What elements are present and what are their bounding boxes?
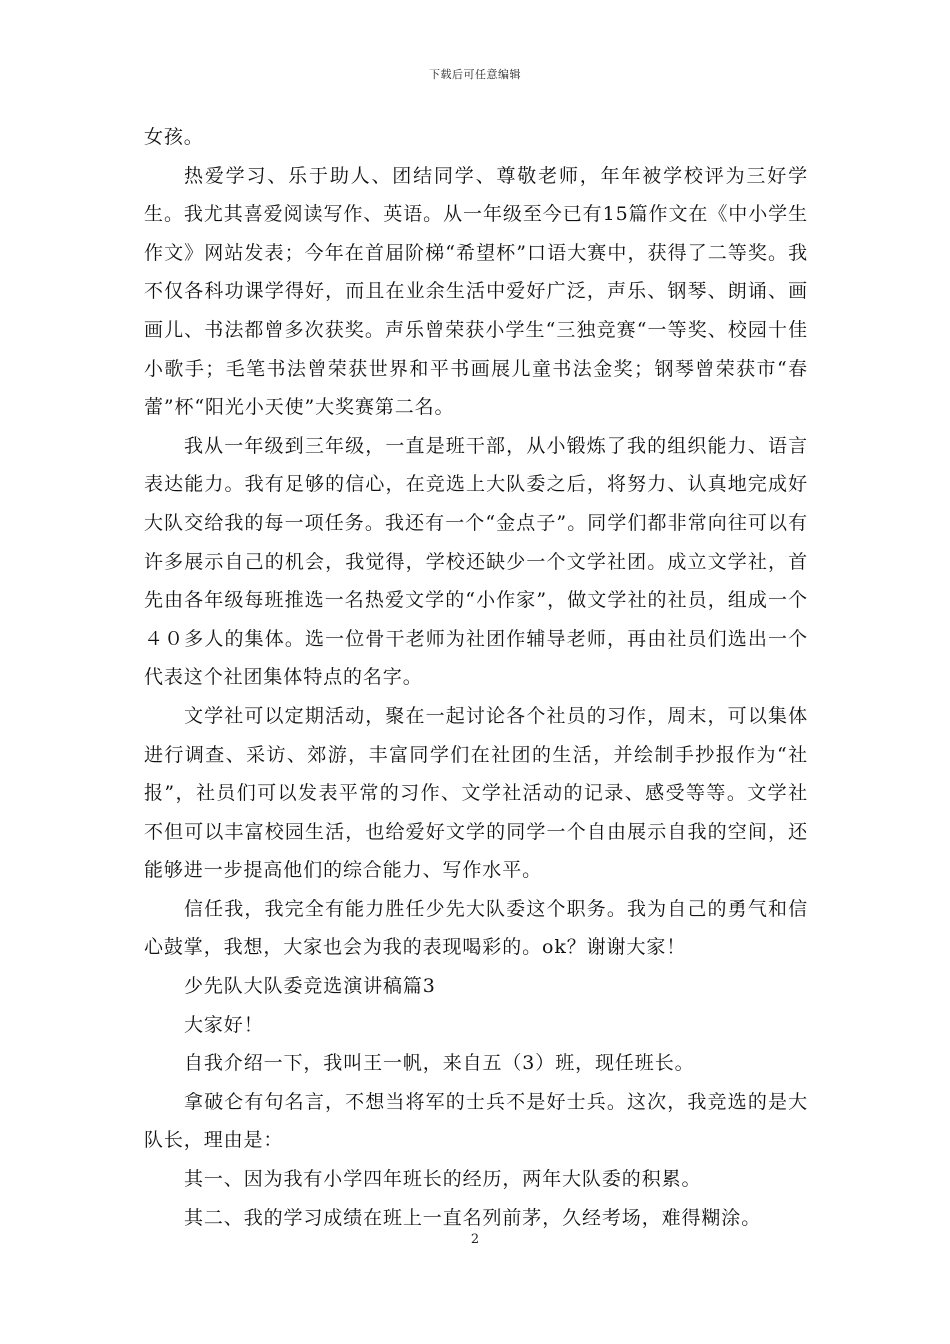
paragraph-leadership: 我从一年级到三年级，一直是班干部，从小锻炼了我的组织能力、语言表达能力。我有足够的信心，在竞选上大队委之后，将努力、认真地完成好大队交给我的每一项任务。我还有一个“金点子”。同学们都非常向往可以有许多展示自己的机会，我觉得，学校还缺少一个文学社团。成立文学社，首先由各年级每班推选一名热爱文学的“小作家”，做文学社的社员，组成一个４０多人的集体。选一位骨干老师为社团作辅导老师，再由社员们选出一个代表这个社团集体特点的名字。: [144, 434, 808, 689]
page-header: 下载后可任意编辑: [429, 68, 521, 81]
paragraph-reason-two: 其二、我的学习成绩在班上一直名列前茅，久经考场，难得糊涂。: [184, 1206, 762, 1229]
paragraph-greeting: 大家好！: [184, 1013, 264, 1036]
paragraph-achievements: 热爱学习、乐于助人、团结同学、尊敬老师，年年被学校评为三好学生。我尤其喜爱阅读写作、英语。从一年级至今已有15篇作文在《中小学生作文》网站发表；今年在首届阶梯“希望杯”口语大赛中，获得了二等奖。我不仅各科功课学得好，而且在业余生活中爱好广泛，声乐、钢琴、朗诵、画画儿、书法都曾多次获奖。声乐曾荣获小学生“三独竞赛“一等奖、校园十佳小歌手；毛笔书法曾荣获世界和平书画展儿童书法金奖；钢琴曾荣获市“春蕾”杯“阳光小天使”大奖赛第二名。: [144, 164, 808, 419]
paragraph-literature-club: 文学社可以定期活动，聚在一起讨论各个社员的习作，周末，可以集体进行调查、采访、郊游，丰富同学们在社团的生活，并绘制手抄报作为“社报”，社员们可以发表平常的习作、文学社活动的记录、感受等等。文学社不但可以丰富校园生活，也给爱好文学的同学一个自由展示自我的空间，还能够进一步提高他们的综合能力、写作水平。: [144, 704, 808, 882]
document-body: [144, 118, 808, 1237]
page-number: 2: [470, 1232, 480, 1247]
section-heading: 少先队大队委竞选演讲稿篇3: [184, 975, 436, 998]
paragraph-quote: 拿破仑有句名言，不想当将军的士兵不是好士兵。这次，我竞选的是大队长，理由是：: [144, 1090, 808, 1152]
paragraph-introduction: 自我介绍一下，我叫王一帆，来自五（3）班，现任班长。: [184, 1052, 695, 1075]
paragraph-closing: 信任我，我完全有能力胜任少先大队委这个职务。我为自己的勇气和信心鼓掌，我想，大家也会为我的表现喝彩的。ok？谢谢大家！: [144, 897, 808, 959]
paragraph-reason-one: 其一、因为我有小学四年班长的经历，两年大队委的积累。: [184, 1168, 702, 1191]
paragraph-continuation: 女孩。: [144, 126, 204, 148]
